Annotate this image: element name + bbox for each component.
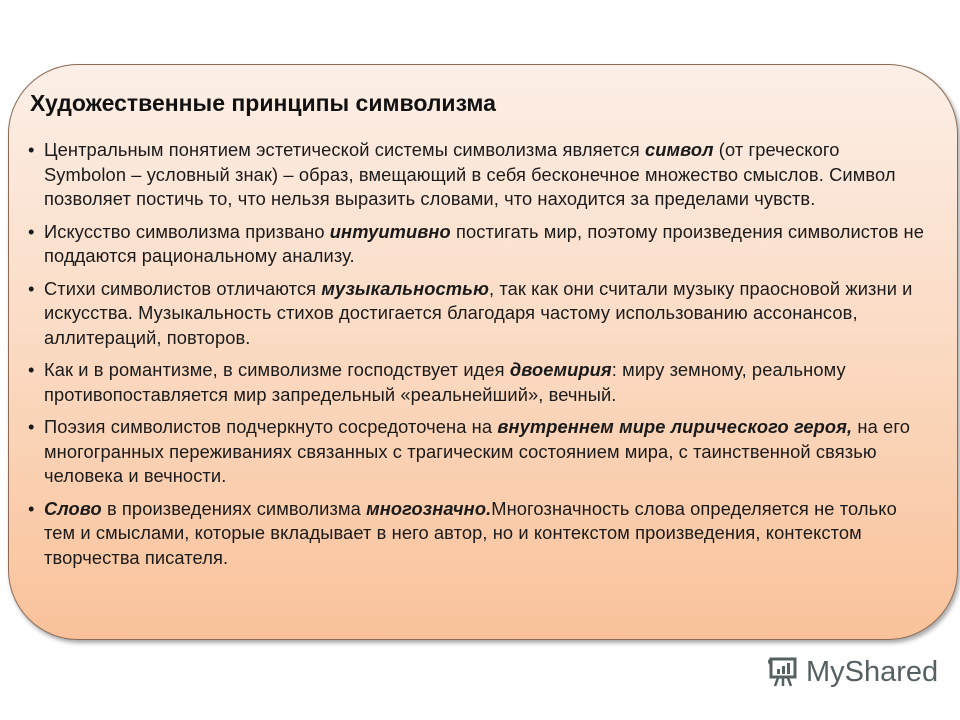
bullet-text: Многозначность слова определяется не только тем и смыслами, которые вкладывает в него автор, но и контекстом произведения, контекстом творчества писателя. — [44, 497, 897, 568]
presentation-board-icon — [766, 655, 800, 689]
bullet-item — [26, 138, 926, 212]
emphasized-term: интуитивно — [329, 220, 451, 242]
myshared-logo[interactable] — [766, 655, 938, 689]
emphasized-term: двоемирия — [509, 359, 612, 380]
bullet-text: Искусство символизма призвано — [44, 220, 330, 242]
emphasized-term: многозначно. — [366, 497, 492, 519]
bullet-text: , так как они считали музыку праосновой жизни и искусства. Музыкальность стихов достигается благодаря частому использованию ассонансов, аллитераций, повторов. — [44, 277, 913, 348]
bullet-text: на его многогранных переживаниях связанных с трагическим состоянием мира, с таинственной связью человека и вечности. — [44, 416, 910, 486]
bullet-text: Поэзия символистов подчеркнуто сосредоточена на — [44, 416, 498, 437]
bullet-text: в произведениях символизма — [101, 497, 367, 519]
bullet-list — [26, 138, 926, 578]
slide-title: Художественные принципы символизма — [30, 90, 496, 116]
bullet-item — [26, 220, 926, 269]
bullet-text: Как и в романтизме, в символизме господствует идея — [44, 359, 510, 380]
emphasized-term: символ — [645, 139, 714, 160]
bullet-text: (от греческого Symbolon – условный знак) – образ, вмещающий в себя бесконечное множество смыслов. Символ позволяет постичь то, что нельзя выразить словами, что находится за пределами чувств. — [44, 139, 896, 209]
emphasized-term: Слово — [44, 497, 102, 519]
bullet-text: Стихи символистов отличаются — [44, 277, 322, 299]
bullet-text: Центральным понятием эстетической системы символизма является — [44, 139, 645, 160]
emphasized-term: внутреннем мире лирического героя, — [497, 416, 853, 437]
emphasized-term: музыкальностью — [321, 277, 490, 299]
bullet-item — [26, 277, 926, 351]
bullet-item — [26, 358, 926, 407]
bullet-item — [26, 497, 926, 571]
watermark-text: MyShared — [806, 655, 939, 688]
bullet-item — [26, 415, 926, 489]
bullet-text: : миру земному, реальному противопоставляется мир запредельный «реальнейший», вечный. — [44, 359, 846, 405]
bullet-text: постигать мир, поэтому произведения символистов не поддаются рациональному анализу. — [44, 220, 925, 266]
